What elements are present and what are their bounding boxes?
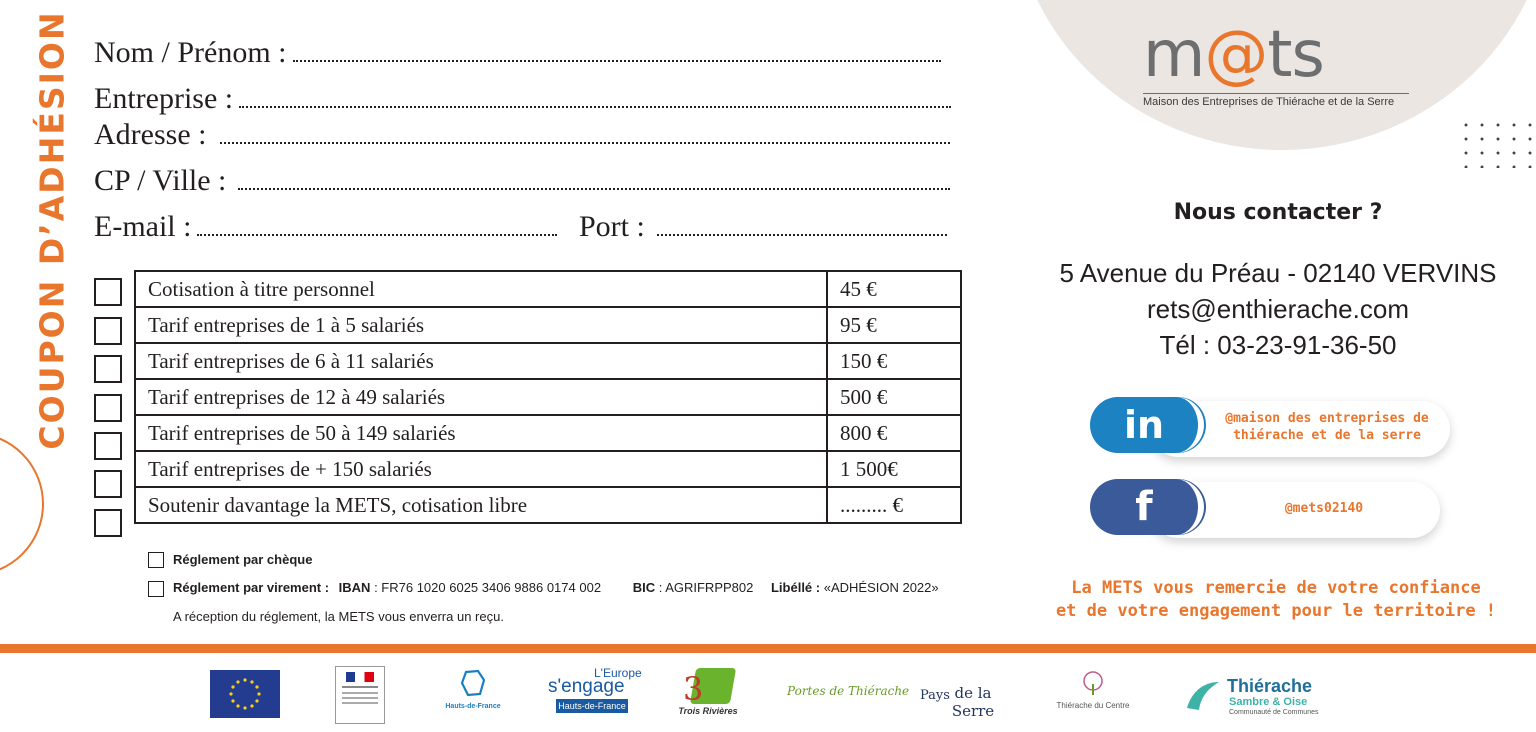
tso-swoosh-icon bbox=[1183, 678, 1223, 714]
tarif-label: Tarif entreprises de 6 à 11 salariés bbox=[135, 343, 827, 379]
table-row bbox=[135, 271, 961, 307]
libelle-value: «ADHÉSION 2022» bbox=[823, 580, 939, 595]
checkbox-tarif-7[interactable] bbox=[94, 509, 122, 537]
pays-serre-logo: Pays de la Serre bbox=[920, 684, 995, 720]
contact-phone: Tél : 03-23-91-36-50 bbox=[1159, 330, 1397, 360]
logo-divider bbox=[1143, 93, 1409, 94]
tarif-label: Tarif entreprises de 12 à 49 salariés bbox=[135, 379, 827, 415]
tarif-price: 95 € bbox=[827, 307, 961, 343]
thierache-centre-logo: Thiérache du Centre bbox=[1055, 670, 1131, 710]
decorative-dot-grid bbox=[1458, 118, 1536, 168]
checkbox-virement[interactable] bbox=[148, 581, 164, 597]
payment-note: A réception du réglement, la METS vous enverra un reçu. bbox=[173, 609, 504, 624]
linkedin-handle[interactable]: @maison des entreprises de thiérache et de la serre bbox=[1225, 411, 1429, 443]
field-cp-ville[interactable] bbox=[94, 164, 950, 198]
payment-virement-line bbox=[173, 580, 939, 595]
field-email-label: E-mail : bbox=[94, 210, 192, 243]
facebook-handle[interactable]: @mets02140 bbox=[1284, 501, 1364, 516]
portes-thierache-logo: Portes de Thiérache bbox=[787, 684, 910, 698]
bic-label: BIC bbox=[632, 580, 656, 595]
tarif-price: 1 500€ bbox=[827, 451, 961, 487]
tarif-label: Tarif entreprises de 1 à 5 salariés bbox=[135, 307, 827, 343]
contact-title: Nous contacter ? bbox=[1173, 200, 1383, 225]
trois-rivieres-logo: 3 Trois Rivières bbox=[678, 670, 738, 716]
field-adresse[interactable] bbox=[94, 118, 950, 152]
tree-icon bbox=[1078, 670, 1108, 696]
republique-francaise-logo bbox=[335, 666, 385, 724]
iban-label: IBAN bbox=[338, 580, 371, 595]
field-entreprise-label: Entreprise : bbox=[94, 82, 234, 115]
field-port-label: Port : bbox=[578, 210, 645, 243]
field-cp-label: CP / Ville : bbox=[94, 164, 227, 197]
tarifs-table bbox=[134, 270, 962, 524]
field-email[interactable] bbox=[94, 210, 947, 244]
table-row bbox=[135, 487, 961, 523]
field-nom[interactable] bbox=[94, 36, 941, 70]
table-row bbox=[135, 379, 961, 415]
field-entreprise-line[interactable] bbox=[239, 105, 951, 108]
tarif-price: 45 € bbox=[827, 271, 961, 307]
table-row bbox=[135, 343, 961, 379]
tso-logo: Thiérache Sambre & Oise Communauté de Communes bbox=[1183, 676, 1333, 722]
tarif-price: 150 € bbox=[827, 343, 961, 379]
table-row bbox=[135, 307, 961, 343]
decorative-arc bbox=[0, 432, 44, 576]
europe-engage-logo: L'Europe s'engage Hauts-de-France bbox=[548, 666, 642, 711]
field-cp-line[interactable] bbox=[238, 187, 950, 190]
tarif-price: ......... € bbox=[827, 487, 961, 523]
tarif-label: Tarif entreprises de 50 à 149 salariés bbox=[135, 415, 827, 451]
table-row bbox=[135, 415, 961, 451]
field-port-line[interactable] bbox=[657, 233, 947, 236]
checkbox-tarif-3[interactable] bbox=[94, 355, 122, 383]
tarif-label: Soutenir davantage la METS, cotisation libre bbox=[135, 487, 827, 523]
checkbox-tarif-5[interactable] bbox=[94, 432, 122, 460]
contact-email[interactable]: rets@enthierache.com bbox=[1147, 294, 1409, 324]
eu-flag-logo bbox=[210, 670, 280, 718]
bic-value: : AGRIFRPP802 bbox=[658, 580, 754, 595]
virement-label: Réglement par virement : bbox=[173, 580, 330, 595]
logo-subtitle: Maison des Entreprises de Thiérache et de la Serre bbox=[1143, 96, 1395, 108]
field-entreprise[interactable] bbox=[94, 82, 951, 116]
tarif-price: 500 € bbox=[827, 379, 961, 415]
table-row bbox=[135, 451, 961, 487]
checkbox-tarif-2[interactable] bbox=[94, 317, 122, 345]
iban-value: : FR76 1020 6025 3406 9886 0174 002 bbox=[374, 580, 602, 595]
field-nom-line[interactable] bbox=[293, 59, 941, 62]
thanks-line-1: La METS vous remercie de votre confiance bbox=[1071, 578, 1481, 598]
checkbox-cheque[interactable] bbox=[148, 552, 164, 568]
tarif-label: Cotisation à titre personnel bbox=[135, 271, 827, 307]
thanks-line-2: et de votre engagement pour le territoire ! bbox=[1055, 601, 1497, 621]
facebook-icon[interactable]: f bbox=[1090, 479, 1204, 535]
coupon-title: COUPON D’ADHÉSION bbox=[32, 10, 72, 450]
tarif-label: Tarif entreprises de + 150 salariés bbox=[135, 451, 827, 487]
linkedin-icon[interactable]: in bbox=[1090, 397, 1204, 453]
field-adresse-label: Adresse : bbox=[94, 118, 207, 151]
region-map-icon bbox=[458, 668, 488, 698]
payment-cheque-label: Réglement par chèque bbox=[173, 552, 313, 567]
checkbox-tarif-6[interactable] bbox=[94, 470, 122, 498]
libelle-label: Libéllé : bbox=[770, 580, 821, 595]
region-logo: Hauts-de-France bbox=[445, 668, 501, 710]
contact-address: 5 Avenue du Préau - 02140 VERVINS bbox=[1059, 258, 1497, 288]
field-adresse-line[interactable] bbox=[220, 141, 950, 144]
checkbox-tarif-4[interactable] bbox=[94, 394, 122, 422]
field-email-line[interactable] bbox=[197, 233, 557, 236]
checkbox-tarif-1[interactable] bbox=[94, 278, 122, 306]
mets-logo: m@ts bbox=[1143, 18, 1324, 92]
field-nom-label: Nom / Prénom : bbox=[94, 36, 287, 69]
footer-divider bbox=[0, 644, 1536, 653]
tarif-price: 800 € bbox=[827, 415, 961, 451]
